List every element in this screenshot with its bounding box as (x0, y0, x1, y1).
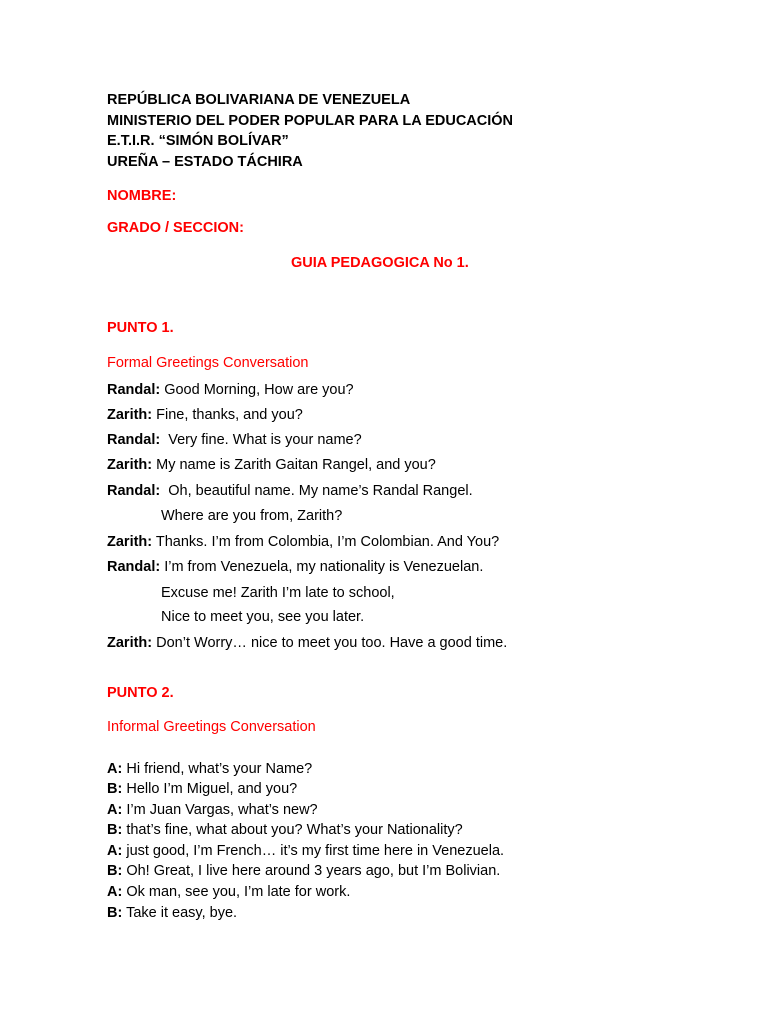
speaker-label: A: (107, 802, 123, 818)
speaker-label: B: (107, 905, 123, 921)
speaker-label: Randal: (107, 483, 161, 499)
punto2-subtitle: Informal Greetings Conversation (107, 719, 316, 735)
speaker-label: A: (107, 843, 123, 859)
dialogue-line (107, 482, 473, 500)
dialogue-line (107, 821, 463, 839)
header-ministry: MINISTERIO DEL PODER POPULAR PARA LA EDUCACIÓN (107, 113, 514, 129)
dialogue-text: Oh! Great, I live here around 3 years ago, but I’m Bolivian. (122, 863, 501, 879)
punto1-subtitle: Formal Greetings Conversation (107, 355, 309, 371)
punto1-heading: PUNTO 1. (107, 320, 174, 336)
dialogue-line (107, 760, 312, 778)
speaker-label: Randal: (107, 382, 161, 398)
dialogue-line (107, 634, 507, 652)
speaker-label: Randal: (107, 559, 161, 575)
dialogue-line (107, 431, 362, 449)
dialogue-line (107, 406, 303, 424)
dialogue-text: Ok man, see you, I’m late for work. (122, 884, 351, 900)
header-school: E.T.I.R. “SIMÓN BOLÍVAR” (107, 133, 289, 149)
speaker-label: Zarith: (107, 635, 153, 651)
field-nombre: NOMBRE: (107, 188, 177, 204)
header-location: UREÑA – ESTADO TÁCHIRA (107, 154, 303, 170)
dialogue-text: Don’t Worry… nice to meet you too. Have a good time. (152, 635, 508, 651)
dialogue-line (107, 801, 318, 819)
speaker-label: Randal: (107, 432, 161, 448)
guide-title: GUIA PEDAGOGICA No 1. (291, 255, 469, 271)
dialogue-line (107, 842, 504, 860)
dialogue-text: I’m from Venezuela, my nationality is Venezuelan. (160, 559, 484, 575)
dialogue-text: Excuse me! Zarith I’m late to school, (161, 585, 395, 601)
speaker-label: B: (107, 863, 123, 879)
dialogue-line (161, 507, 342, 525)
speaker-label: Zarith: (107, 457, 153, 473)
dialogue-text: I’m Juan Vargas, what’s new? (122, 802, 318, 818)
speaker-label: Zarith: (107, 534, 153, 550)
speaker-label: B: (107, 781, 123, 797)
dialogue-text: that’s fine, what about you? What’s your Nationality? (122, 822, 463, 838)
dialogue-text: Oh, beautiful name. My name’s Randal Rangel. (160, 483, 473, 499)
speaker-label: Zarith: (107, 407, 153, 423)
dialogue-text: Fine, thanks, and you? (152, 407, 303, 423)
dialogue-text: just good, I’m French… it’s my first time here in Venezuela. (122, 843, 505, 859)
dialogue-line (107, 862, 500, 880)
dialogue-line (107, 381, 354, 399)
dialogue-text: Hello I’m Miguel, and you? (122, 781, 298, 797)
speaker-label: A: (107, 884, 123, 900)
dialogue-line (107, 780, 297, 798)
speaker-label: B: (107, 822, 123, 838)
dialogue-line (107, 558, 483, 576)
header-republic: REPÚBLICA BOLIVARIANA DE VENEZUELA (107, 92, 411, 108)
dialogue-text: Take it easy, bye. (122, 905, 238, 921)
dialogue-line (107, 883, 350, 901)
dialogue-line (107, 533, 499, 551)
dialogue-line (161, 608, 364, 626)
dialogue-text: Thanks. I’m from Colombia, I’m Colombian. And You? (152, 534, 500, 550)
dialogue-text: Hi friend, what’s your Name? (122, 761, 313, 777)
speaker-label: A: (107, 761, 123, 777)
dialogue-text: Very fine. What is your name? (160, 432, 362, 448)
dialogue-line (107, 904, 237, 922)
punto2-heading: PUNTO 2. (107, 685, 174, 701)
dialogue-text: Nice to meet you, see you later. (161, 609, 365, 625)
dialogue-line (107, 456, 436, 474)
field-grado: GRADO / SECCION: (107, 220, 244, 236)
dialogue-text: Good Morning, How are you? (160, 382, 354, 398)
dialogue-text: My name is Zarith Gaitan Rangel, and you? (152, 457, 436, 473)
dialogue-text: Where are you from, Zarith? (161, 508, 343, 524)
dialogue-line (161, 584, 395, 602)
